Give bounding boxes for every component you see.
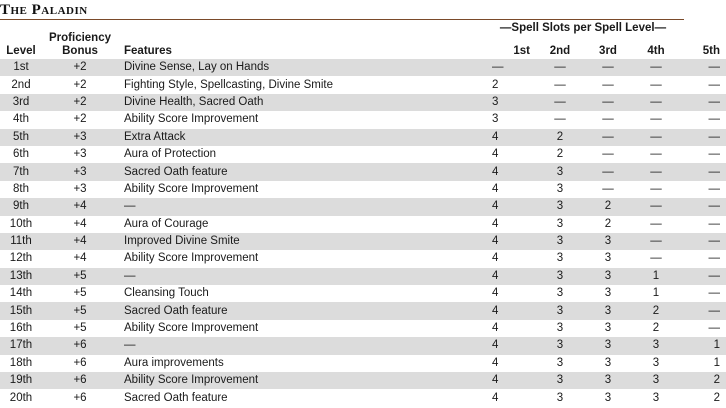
cell-features: — <box>118 268 484 285</box>
table-row <box>0 268 726 285</box>
cell-slot-3rd: 2 <box>604 217 612 230</box>
cell-slot-5th: — <box>680 129 726 146</box>
cell-slot-1st: 4 <box>484 302 536 319</box>
cell-slot-3rd: 3 <box>584 372 632 389</box>
table-row <box>0 198 726 215</box>
cell-features: Ability Score Improvement <box>124 113 259 126</box>
table-row <box>0 94 726 111</box>
cell-proficiency-bonus: +5 <box>73 322 87 335</box>
cell-slot-2nd: — <box>536 94 584 111</box>
table-row <box>0 337 726 354</box>
cell-slot-4th: — <box>650 78 662 91</box>
cell-slot-4th: 3 <box>652 391 660 404</box>
cell-proficiency-bonus: +4 <box>73 217 87 230</box>
cell-slot-5th: — <box>708 322 720 335</box>
cell-proficiency-bonus: +6 <box>42 372 118 389</box>
table-row <box>0 146 726 163</box>
cell-slot-2nd: 3 <box>536 372 584 389</box>
cell-slot-1st: 4 <box>492 287 499 300</box>
cell-slot-3rd: 3 <box>584 268 632 285</box>
cell-slot-5th: — <box>708 148 720 161</box>
cell-features: Ability Score Improvement <box>124 182 259 195</box>
cell-proficiency-bonus: +3 <box>42 163 118 180</box>
spell-slots-group-header: —Spell Slots per Spell Level— <box>499 22 667 34</box>
cell-level: 3rd <box>0 94 42 111</box>
cell-slot-1st: 4 <box>484 163 536 180</box>
cell-slot-3rd: — <box>602 78 614 91</box>
cell-slot-2nd: 3 <box>536 337 584 354</box>
cell-slot-2nd: — <box>554 113 566 126</box>
cell-slot-5th: — <box>708 182 720 195</box>
cell-proficiency-bonus: +2 <box>42 59 118 76</box>
cell-features: Divine Health, Sacred Oath <box>118 94 484 111</box>
header-slot-5th: 5th <box>702 45 720 57</box>
cell-slot-4th: 1 <box>632 268 680 285</box>
cell-slot-1st: 4 <box>484 233 536 250</box>
cell-slot-2nd: 3 <box>556 322 564 335</box>
cell-slot-1st: — <box>484 59 536 76</box>
cell-slot-1st: 4 <box>492 252 499 265</box>
cell-proficiency-bonus: +3 <box>73 148 87 161</box>
cell-slot-4th: — <box>650 217 662 230</box>
cell-features: Ability Score Improvement <box>118 372 484 389</box>
cell-proficiency-bonus: +4 <box>42 198 118 215</box>
cell-slot-3rd: 3 <box>584 302 632 319</box>
cell-slot-5th: — <box>708 113 720 126</box>
cell-features: Aura improvements <box>124 356 224 369</box>
cell-slot-3rd: — <box>602 113 614 126</box>
cell-slot-1st: 4 <box>484 129 536 146</box>
cell-slot-1st: 3 <box>484 94 536 111</box>
cell-slot-4th: — <box>632 163 680 180</box>
cell-level: 6th <box>13 148 29 161</box>
cell-features: Fighting Style, Spellcasting, Divine Smite <box>124 78 334 91</box>
cell-slot-3rd: 3 <box>604 287 612 300</box>
cell-slot-4th: 1 <box>652 287 660 300</box>
cell-slot-2nd: 3 <box>536 233 584 250</box>
cell-slot-5th: — <box>680 163 726 180</box>
cell-slot-2nd: 3 <box>556 182 564 195</box>
cell-slot-5th: 1 <box>713 356 720 369</box>
cell-proficiency-bonus: +6 <box>42 337 118 354</box>
cell-features: Ability Score Improvement <box>124 252 259 265</box>
cell-slot-3rd: 2 <box>584 198 632 215</box>
cell-level: 14th <box>9 287 33 300</box>
cell-slot-1st: 2 <box>492 78 499 91</box>
table-row <box>0 59 726 76</box>
table-row <box>0 181 726 198</box>
cell-features: — <box>118 337 484 354</box>
header-features: Features <box>124 45 172 57</box>
cell-level: 19th <box>0 372 42 389</box>
header-slot-2nd: 2nd <box>549 45 571 57</box>
cell-level: 16th <box>9 322 33 335</box>
cell-slot-2nd: — <box>536 59 584 76</box>
cell-slot-1st: 4 <box>484 337 536 354</box>
paladin-progression-table <box>0 27 726 407</box>
cell-proficiency-bonus: +5 <box>42 302 118 319</box>
cell-slot-2nd: — <box>554 78 566 91</box>
cell-slot-5th: — <box>680 268 726 285</box>
cell-slot-2nd: 2 <box>556 148 564 161</box>
cell-slot-3rd: 3 <box>604 322 612 335</box>
cell-slot-3rd: — <box>602 182 614 195</box>
cell-slot-1st: 4 <box>492 182 499 195</box>
cell-proficiency-bonus: +6 <box>73 391 87 404</box>
cell-slot-2nd: 3 <box>556 217 564 230</box>
header-row <box>0 27 726 59</box>
cell-level: 12th <box>9 252 33 265</box>
table-row <box>0 285 726 302</box>
cell-slot-1st: 4 <box>484 198 536 215</box>
cell-slot-4th: 3 <box>652 356 660 369</box>
cell-proficiency-bonus: +3 <box>42 129 118 146</box>
cell-slot-2nd: 3 <box>536 302 584 319</box>
cell-slot-2nd: 3 <box>556 356 564 369</box>
cell-level: 11th <box>0 233 42 250</box>
cell-level: 9th <box>0 198 42 215</box>
cell-level: 7th <box>0 163 42 180</box>
table-row <box>0 355 726 372</box>
cell-slot-5th: 2 <box>713 391 720 404</box>
cell-slot-5th: — <box>680 233 726 250</box>
cell-slot-4th: — <box>650 182 662 195</box>
cell-slot-2nd: 3 <box>556 391 564 404</box>
table-row <box>0 233 726 250</box>
cell-slot-5th: — <box>680 198 726 215</box>
cell-level: 15th <box>0 302 42 319</box>
table-title: The Paladin <box>0 2 88 18</box>
cell-level: 17th <box>0 337 42 354</box>
table-row <box>0 111 726 128</box>
cell-features: Divine Sense, Lay on Hands <box>118 59 484 76</box>
cell-slot-4th: — <box>632 198 680 215</box>
table-row <box>0 250 726 267</box>
cell-slot-1st: 4 <box>492 148 499 161</box>
cell-level: 4th <box>13 113 29 126</box>
cell-proficiency-bonus: +5 <box>42 268 118 285</box>
cell-slot-4th: — <box>650 148 662 161</box>
header-slot-1st: 1st <box>513 45 530 57</box>
cell-features: Cleansing Touch <box>124 287 209 300</box>
cell-proficiency-bonus: +4 <box>42 233 118 250</box>
table-row <box>0 76 726 93</box>
cell-slot-2nd: 2 <box>536 129 584 146</box>
cell-features: Sacred Oath feature <box>124 391 228 404</box>
title-divider <box>0 19 684 20</box>
cell-slot-1st: 3 <box>492 113 499 126</box>
table-body <box>0 59 726 407</box>
cell-slot-5th: — <box>680 302 726 319</box>
cell-slot-3rd: — <box>584 129 632 146</box>
cell-slot-5th: — <box>708 78 720 91</box>
cell-slot-4th: — <box>650 113 662 126</box>
header-slot-4th: 4th <box>647 45 665 57</box>
cell-slot-5th: 1 <box>680 337 726 354</box>
cell-slot-1st: 4 <box>484 372 536 389</box>
cell-slot-4th: 2 <box>632 302 680 319</box>
cell-slot-5th: 2 <box>680 372 726 389</box>
cell-slot-1st: 4 <box>492 217 499 230</box>
cell-slot-2nd: 3 <box>536 198 584 215</box>
table-row <box>0 372 726 389</box>
cell-features: — <box>118 198 484 215</box>
cell-level: 1st <box>0 59 42 76</box>
cell-slot-3rd: 3 <box>604 356 612 369</box>
cell-level: 20th <box>9 391 33 404</box>
cell-slot-4th: 2 <box>652 322 660 335</box>
cell-slot-3rd: — <box>584 94 632 111</box>
header-level: Level <box>6 45 36 57</box>
header-slot-3rd: 3rd <box>599 45 617 57</box>
cell-slot-3rd: 3 <box>584 233 632 250</box>
cell-proficiency-bonus: +6 <box>73 356 87 369</box>
cell-features: Extra Attack <box>118 129 484 146</box>
cell-slot-2nd: 3 <box>556 252 564 265</box>
cell-slot-2nd: 3 <box>536 163 584 180</box>
cell-slot-1st: 4 <box>492 356 499 369</box>
cell-slot-5th: — <box>708 287 720 300</box>
cell-slot-4th: — <box>632 129 680 146</box>
cell-slot-4th: — <box>632 94 680 111</box>
cell-level: 2nd <box>11 78 31 91</box>
table-row <box>0 216 726 233</box>
cell-slot-3rd: — <box>584 163 632 180</box>
cell-proficiency-bonus: +2 <box>73 113 87 126</box>
cell-proficiency-bonus: +5 <box>73 287 87 300</box>
cell-slot-3rd: 3 <box>584 337 632 354</box>
cell-slot-2nd: 3 <box>536 268 584 285</box>
cell-slot-2nd: 3 <box>556 287 564 300</box>
cell-slot-1st: 4 <box>492 322 499 335</box>
cell-level: 10th <box>9 217 33 230</box>
cell-features: Improved Divine Smite <box>118 233 484 250</box>
cell-slot-1st: 4 <box>492 391 499 404</box>
cell-level: 18th <box>9 356 33 369</box>
cell-slot-4th: — <box>650 252 662 265</box>
cell-level: 8th <box>13 182 29 195</box>
table-row <box>0 129 726 146</box>
table-row <box>0 163 726 180</box>
table-row <box>0 302 726 319</box>
cell-slot-5th: — <box>708 252 720 265</box>
cell-slot-4th: — <box>632 59 680 76</box>
cell-slot-5th: — <box>680 94 726 111</box>
cell-slot-3rd: — <box>584 59 632 76</box>
cell-proficiency-bonus: +2 <box>73 78 87 91</box>
cell-features: Aura of Courage <box>124 217 209 230</box>
cell-level: 13th <box>0 268 42 285</box>
cell-slot-3rd: 3 <box>604 252 612 265</box>
cell-slot-5th: — <box>708 217 720 230</box>
cell-slot-4th: 3 <box>632 337 680 354</box>
cell-level: 5th <box>0 129 42 146</box>
cell-slot-3rd: — <box>602 148 614 161</box>
cell-slot-4th: 3 <box>632 372 680 389</box>
cell-slot-5th: — <box>680 59 726 76</box>
table-row <box>0 389 726 406</box>
cell-features: Ability Score Improvement <box>124 322 259 335</box>
table-row <box>0 320 726 337</box>
header-proficiency-bonus: Proficiency Bonus <box>49 32 111 57</box>
cell-features: Sacred Oath feature <box>118 302 484 319</box>
cell-features: Aura of Protection <box>124 148 217 161</box>
cell-slot-3rd: 3 <box>604 391 612 404</box>
cell-slot-1st: 4 <box>484 268 536 285</box>
cell-proficiency-bonus: +3 <box>73 182 87 195</box>
cell-proficiency-bonus: +2 <box>42 94 118 111</box>
cell-features: Sacred Oath feature <box>118 163 484 180</box>
cell-slot-4th: — <box>632 233 680 250</box>
cell-proficiency-bonus: +4 <box>73 252 87 265</box>
